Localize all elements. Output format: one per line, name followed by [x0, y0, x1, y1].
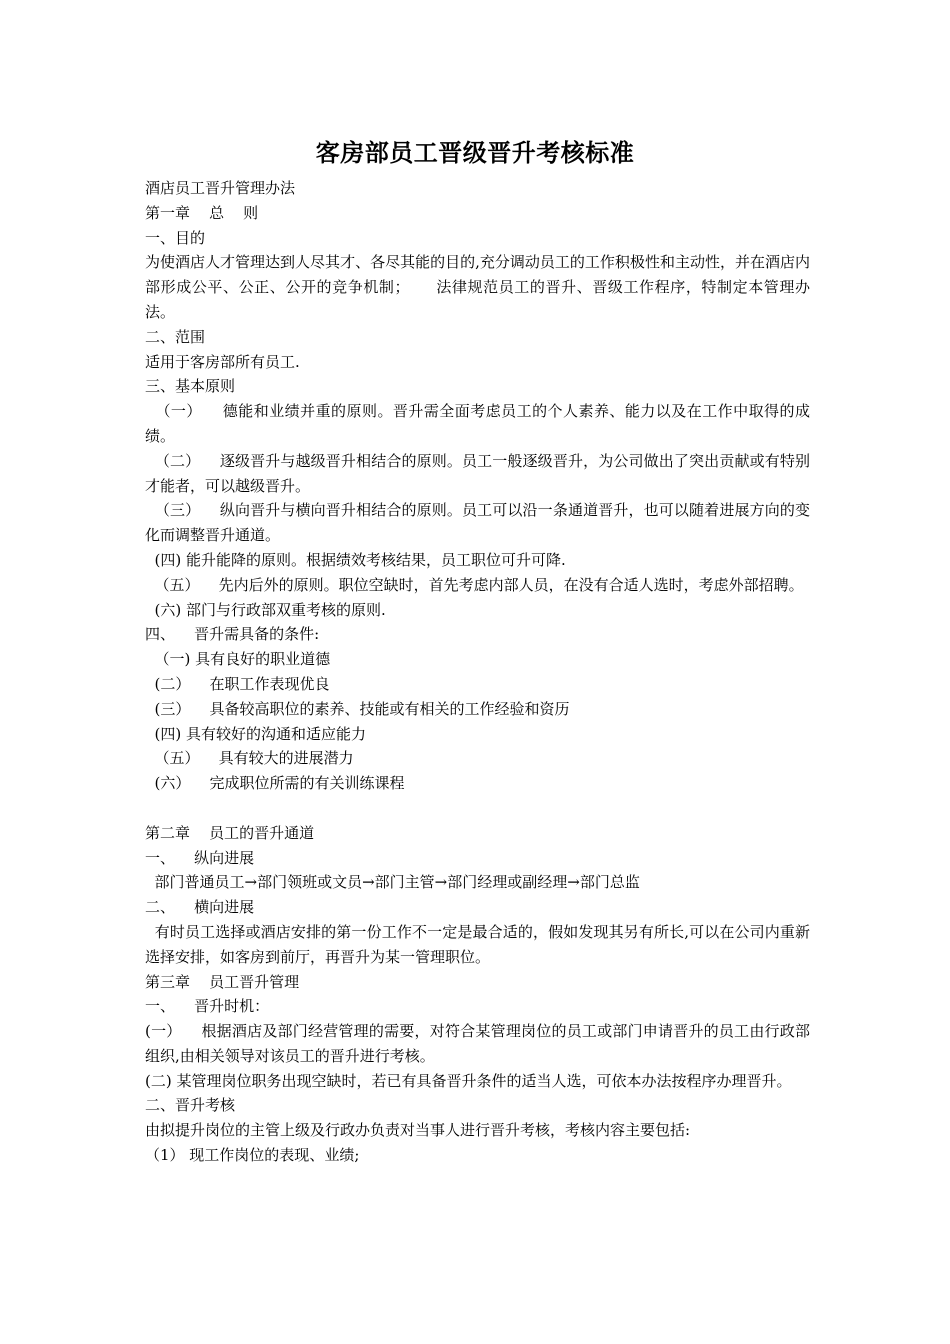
paragraph: （五） 具有较大的进展潜力 — [145, 749, 354, 768]
paragraph: (四) 能升能降的原则。根据绩效考核结果，员工职位可升可降. — [145, 550, 566, 569]
document-title: 客房部员工晋级晋升考核标准 — [315, 138, 635, 167]
paragraph: （五） 先内后外的原则。职位空缺时，首先考虑内部人员，在没有合适人选时，考虑外部招聘。 — [145, 575, 804, 594]
paragraph: 一、 晋升时机： — [145, 997, 270, 1016]
paragraph: 一、 纵向进展 — [145, 848, 255, 867]
blank-line — [145, 796, 810, 821]
paragraph: 部门普通员工→部门领班或文员→部门主管→部门经理或副经理→部门总监 — [145, 873, 640, 892]
paragraph: 第三章 员工晋升管理 — [145, 972, 300, 991]
paragraph: 为使酒店人才管理达到人尽其才、各尽其能的目的,充分调动员工的工作积极性和主动性，并在酒店内部形成公平、公正、公开的竞争机制； 法律规范员工的晋升、晋级工作程序，特制定本管理办法。 — [145, 253, 810, 321]
paragraph: 第一章 总 则 — [145, 203, 259, 222]
paragraph: 由拟提升岗位的主管上级及行政办负责对当事人进行晋升考核，考核内容主要包括: — [145, 1121, 691, 1140]
paragraph: 有时员工选择或酒店安排的第一份工作不一定是最合适的，假如发现其另有所长,可以在公司内重新选择安排，如客房到前厅，再晋升为某一管理职位。 — [145, 922, 810, 966]
paragraph: (一） 根据酒店及部门经营管理的需要，对符合某管理岗位的员工或部门申请晋升的员工由行政部组织,由相关领导对该员工的晋升进行考核。 — [145, 1022, 810, 1065]
paragraph: 第二章 员工的晋升通道 — [145, 823, 315, 842]
paragraph: (三） 具备较高职位的素养、技能或有相关的工作经验和资历 — [145, 699, 570, 718]
paragraph: 二、晋升考核 — [145, 1096, 236, 1115]
paragraph: 二、范围 — [145, 327, 206, 346]
paragraph: (四) 具有较好的沟通和适应能力 — [145, 724, 367, 743]
document-body — [145, 176, 810, 1168]
paragraph: (二） 在职工作表现优良 — [145, 674, 330, 693]
paragraph: 适用于客房部所有员工. — [145, 352, 300, 371]
paragraph: (六) 部门与行政部双重考核的原则. — [145, 600, 386, 619]
paragraph: (二) 某管理岗位职务出现空缺时，若已有具备晋升条件的适当人选，可依本办法按程序办理晋升。 — [145, 1071, 792, 1090]
paragraph: （二） 逐级晋升与越级晋升相结合的原则。员工一般逐级晋升，为公司做出了突出贡献或有特别才能者，可以越级晋升。 — [145, 451, 810, 495]
paragraph: 四、 晋升需具备的条件: — [145, 625, 320, 644]
paragraph: 三、基本原则 — [145, 377, 236, 396]
paragraph: 二、 横向进展 — [145, 898, 255, 917]
paragraph: （一) 具有良好的职业道德 — [145, 650, 331, 669]
paragraph: (六） 完成职位所需的有关训练课程 — [145, 774, 405, 793]
paragraph: 酒店员工晋升管理办法 — [145, 179, 296, 197]
paragraph: （1） 现工作岗位的表现、业绩; — [145, 1146, 360, 1165]
paragraph: （一） 德能和业绩并重的原则。晋升需全面考虑员工的个人素养、能力以及在工作中取得的成绩。 — [145, 402, 810, 445]
paragraph: 一、目的 — [145, 228, 206, 247]
paragraph: （三） 纵向晋升与横向晋升相结合的原则。员工可以沿一条通道晋升，也可以随着进展方向的变化而调整晋升通道。 — [145, 501, 810, 545]
